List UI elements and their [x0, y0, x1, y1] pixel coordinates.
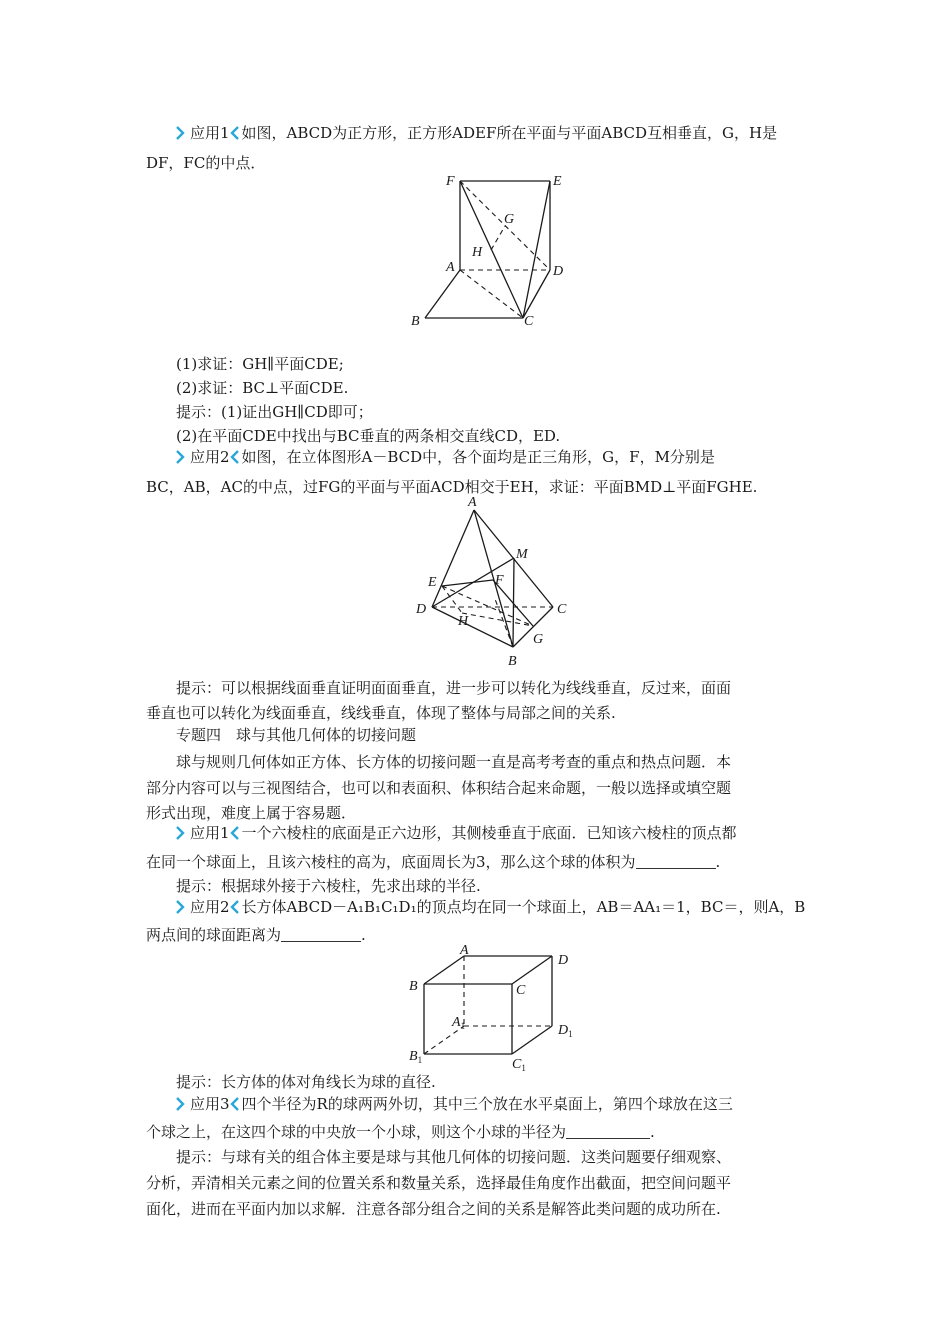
- answer-blank: [636, 854, 716, 869]
- section4-intro-1: 球与规则几何体如正方体、长方体的切接问题一直是高考考查的重点和热点问题．本: [176, 753, 732, 771]
- app1-question-1: (1)求证：GH∥平面CDE;: [176, 355, 344, 373]
- label-C: C: [557, 602, 567, 617]
- label-A: A: [460, 943, 469, 958]
- app1-hint-2: (2)在平面CDE中找出与BC垂直的两条相交直线CD，ED.: [176, 427, 561, 445]
- label-D: D: [558, 953, 569, 968]
- s4-app1-hint: 提示：根据球外接于六棱柱，先求出球的半径.: [176, 877, 481, 895]
- app1-hint-1: 提示：(1)证出GH∥CD即可；: [176, 403, 373, 421]
- label-C1: $C_1$: [512, 1057, 526, 1073]
- s4-app3-line2: 个球之上，在这四个球的中央放一个小球，则这个小球的半径为 .: [146, 1123, 655, 1141]
- s4-app3-label: 应用3: [190, 1095, 230, 1113]
- figure-cuboid: [400, 944, 590, 1072]
- s4-app2-label: 应用2: [190, 898, 230, 916]
- chevron-bracket-icon: [176, 822, 188, 844]
- label-M: M: [516, 547, 528, 562]
- label-A1: $A_1$: [452, 1015, 466, 1031]
- s4-app2-hint: 提示：长方体的体对角线长为球的直径.: [176, 1073, 436, 1091]
- s4-app3-hint-2: 分析，弄清相关元素之间的位置关系和数量关系，选择最佳角度作出截面，把空间问题平: [146, 1174, 732, 1192]
- app1-problem-line2: DF，FC的中点．: [146, 154, 266, 172]
- label-A: A: [446, 260, 455, 275]
- section4-intro-2: 部分内容可以与三视图结合，也可以和表面积、体积结合起来命题，一般以选择或填空题: [146, 779, 732, 797]
- label-G: G: [533, 632, 544, 647]
- label-B: B: [508, 654, 517, 669]
- answer-blank: [566, 1124, 650, 1139]
- label-B1: $B_1$: [409, 1049, 423, 1065]
- app1-question-2: (2)求证：BC⊥平面CDE.: [176, 379, 349, 397]
- chevron-bracket-icon: [176, 446, 188, 468]
- section4-title: 专题四 球与其他几何体的切接问题: [176, 726, 417, 744]
- chevron-bracket-icon: [176, 122, 188, 144]
- label-B: B: [409, 979, 418, 994]
- label-D: D: [553, 264, 564, 279]
- label-E: E: [553, 174, 562, 189]
- label-B: B: [411, 314, 420, 329]
- label-C: C: [524, 314, 534, 329]
- s4-app1-line2: 在同一个球面上，且该六棱柱的高为，底面周长为3，那么这个球的体积为 .: [146, 853, 721, 871]
- chevron-bracket-icon: [230, 896, 240, 918]
- s4-app2-line1: 应用2 长方体ABCD－A₁B₁C₁D₁的顶点均在同一个球面上，AB＝AA₁＝1，BC＝，则A，B: [176, 896, 806, 918]
- app2-problem-line2: BC，AB，AC的中点，过FG的平面与平面ACD相交于EH，求证：平面BMD⊥平面FGHE.: [146, 478, 758, 496]
- app2-hint-line2: 垂直也可以转化为线面垂直，线线垂直，体现了整体与局部之间的关系.: [146, 704, 616, 722]
- app1-label: 应用1: [190, 124, 230, 142]
- label-F: F: [446, 174, 455, 189]
- label-F: F: [495, 573, 504, 588]
- label-G: G: [504, 212, 515, 227]
- s4-app1-label: 应用1: [190, 824, 230, 842]
- chevron-bracket-icon: [230, 446, 240, 468]
- s4-app3-hint-3: 面化，进而在平面内加以求解．注意各部分组合之间的关系是解答此类问题的成功所在.: [146, 1200, 721, 1218]
- chevron-bracket-icon: [230, 822, 240, 844]
- figure-tetrahedron: [410, 495, 580, 670]
- label-C: C: [516, 983, 526, 998]
- chevron-bracket-icon: [176, 1093, 188, 1115]
- app2-label: 应用2: [190, 448, 230, 466]
- s4-app3-line1: 应用3 四个半径为R的球两两外切，其中三个放在水平桌面上，第四个球放在这三: [176, 1093, 806, 1115]
- answer-blank: [281, 927, 361, 942]
- s4-app2-line2: 两点间的球面距离为 .: [146, 926, 366, 944]
- app1-problem-line1: 应用1 如图，ABCD为正方形，正方形ADEF所在平面与平面ABCD互相垂直，G，H是: [176, 122, 806, 144]
- label-A: A: [468, 495, 477, 510]
- chevron-bracket-icon: [230, 122, 240, 144]
- label-E: E: [428, 575, 437, 590]
- label-D: D: [416, 602, 427, 617]
- label-H: H: [472, 245, 483, 260]
- app2-hint-line1: 提示：可以根据线面垂直证明面面垂直，进一步可以转化为线线垂直，反过来，面面: [176, 679, 732, 697]
- chevron-bracket-icon: [230, 1093, 240, 1115]
- figure-square-prism: [410, 165, 580, 330]
- chevron-bracket-icon: [176, 896, 188, 918]
- s4-app1-line1: 应用1 一个六棱柱的底面是正六边形，其侧棱垂直于底面．已知该六棱柱的顶点都: [176, 822, 806, 844]
- label-D1: $D_1$: [558, 1023, 573, 1039]
- app2-problem-line1: 应用2 如图，在立体图形A－BCD中，各个面均是正三角形，G，F，M分别是: [176, 446, 806, 468]
- label-H: H: [458, 614, 469, 629]
- s4-app3-hint-1: 提示：与球有关的组合体主要是球与其他几何体的切接问题．这类问题要仔细观察、: [176, 1148, 732, 1166]
- section4-intro-3: 形式出现，难度上属于容易题．: [146, 804, 357, 822]
